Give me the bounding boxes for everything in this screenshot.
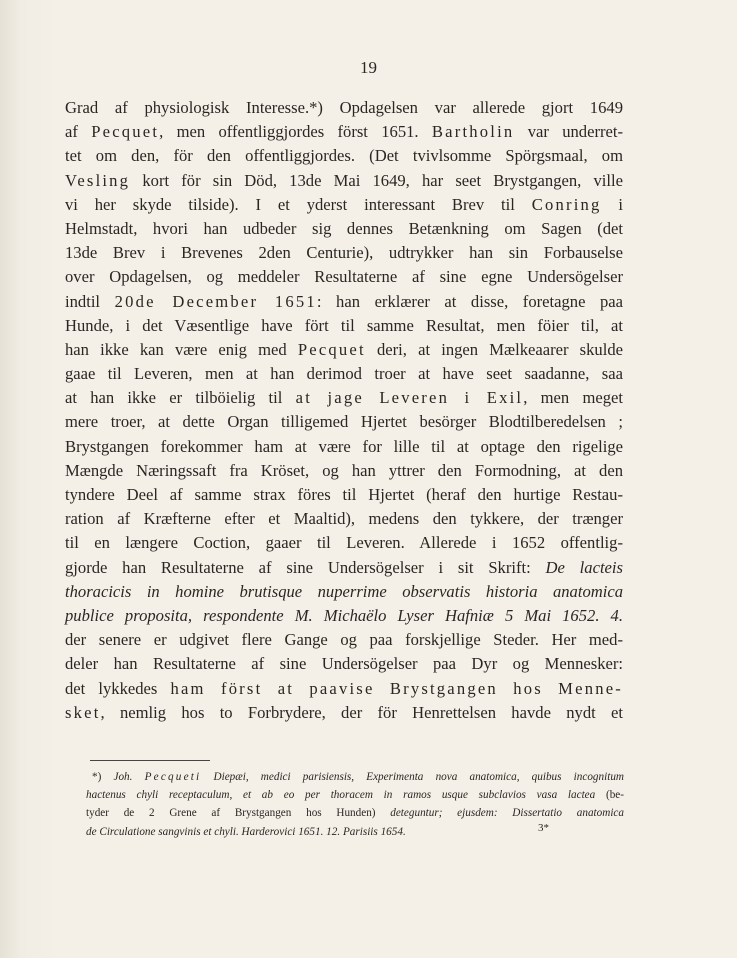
- text-line-segment: Mængde Næringssaft fra Kröset, og han yttrer den Formodning, at den: [65, 460, 623, 480]
- text-line-segment: 20de December 1651: [114, 291, 317, 311]
- text-line-segment: indtil: [65, 291, 115, 311]
- page-number: 19: [360, 58, 377, 77]
- footnote-line-segment: Pecqueti: [144, 771, 202, 783]
- footnote-line: [86, 804, 624, 822]
- text-line-segment: gjorde han Resultaterne af sine Undersögelser i sit Skrift:: [65, 557, 546, 577]
- footnote-line-segment: *): [92, 771, 114, 783]
- text-line-segment: , nemlig hos to Forbrydere, der för Henrettelsen havde nydt et: [100, 702, 623, 722]
- footnote-line: [92, 768, 624, 786]
- text-line: [65, 386, 623, 410]
- text-line-segment: Vesling: [65, 170, 131, 190]
- text-line-segment: var underret-: [514, 122, 624, 142]
- text-line-segment: han ikke kan være enig med: [65, 339, 298, 359]
- footnote-line-segment: de Circulatione sangvinis et chyli. Harderovici 1651. 12. Parisiis 1654.: [86, 825, 406, 838]
- text-line: [65, 338, 623, 362]
- text-line: [65, 120, 623, 144]
- text-line: [65, 241, 623, 265]
- text-line: [65, 483, 623, 507]
- text-line: [65, 410, 623, 434]
- text-line-segment: Pecquet: [297, 339, 366, 359]
- text-line-segment: deri, at ingen Mælkeaarer skulde: [365, 339, 623, 359]
- text-line-segment: Helmstadt, hvori han udbeder sig dennes Betænkning om Sagen (det: [65, 218, 623, 238]
- text-line: [65, 677, 623, 701]
- text-line: [65, 290, 623, 314]
- text-line: [65, 556, 623, 580]
- text-line-segment: Conring: [531, 194, 602, 214]
- text-line: [65, 217, 623, 241]
- text-line: [65, 314, 623, 338]
- text-line: [65, 435, 623, 459]
- text-line: [65, 169, 623, 193]
- text-line-segment: gaae til Leveren, men at han derimod troer at have seet saadanne, saa: [65, 364, 623, 384]
- text-line-segment: publice proposita, respondente M. Michaëlo Lyser Hafniæ 5 Mai 1652. 4.: [65, 605, 623, 625]
- text-line-segment: at han ikke er tilböielig til: [65, 388, 296, 408]
- text-line-segment: at jage Leveren i Exil: [295, 388, 524, 408]
- footnote-line-segment: Joh.: [113, 771, 145, 783]
- footnote-line-segment: Diepæi, medici parisiensis, Experimenta nova anatomica, quibus incognitum: [201, 771, 625, 783]
- text-line: [65, 362, 623, 386]
- text-line: [65, 628, 623, 652]
- footnote-line-segment: deteguntur; ejusdem: Dissertatio anatomica: [390, 807, 624, 820]
- text-line: [65, 96, 623, 120]
- text-line-segment: mere troer, at dette Organ tilligemed Hjertet besörger Blodtilberedelsen ;: [65, 412, 623, 432]
- footnote-line-segment: tyder de 2 Grene af Brystgangen hos Hunden): [86, 807, 391, 820]
- text-line: [65, 193, 623, 217]
- text-line-segment: ham först at paavise Brystgangen hos Menne-: [170, 678, 623, 698]
- body-text: [65, 96, 623, 725]
- text-line-segment: tyndere Deel af samme strax föres til Hjertet (heraf den hurtige Restau-: [65, 485, 623, 504]
- text-line: [65, 701, 623, 725]
- footnote-rule: [90, 760, 210, 761]
- text-line-segment: De lacteis: [545, 557, 623, 577]
- text-line-segment: Pecquet: [91, 122, 160, 142]
- text-line: [65, 265, 623, 289]
- footnote-line-segment: (be-: [595, 789, 624, 802]
- text-line-segment: , men offentliggjordes först 1651.: [159, 122, 432, 142]
- text-line-segment: kort för sin Död, 13de Mai 1649, har seet Brystgangen, ville: [130, 170, 623, 190]
- text-line-segment: , men meget: [523, 388, 623, 408]
- text-line-segment: over Opdagelsen, og meddeler Resultaterne af sine egne Undersögelser: [65, 267, 623, 287]
- text-line: [65, 604, 623, 628]
- text-line-segment: af: [65, 122, 92, 142]
- text-line-segment: Grad af physiologisk Interesse.*) Opdagelsen var allerede gjort 1649: [65, 98, 623, 117]
- text-line-segment: i: [601, 194, 623, 214]
- text-line-segment: Bartholin: [431, 122, 515, 142]
- text-line-segment: tet om den, för den offentliggjordes. (Det tvivlsomme Spörgsmaal, om: [65, 146, 623, 166]
- text-line: [65, 652, 623, 676]
- text-line-segment: Brystgangen forekommer ham at være for lille til at optage den rigelige: [65, 436, 623, 456]
- signature-mark: 3*: [538, 822, 549, 834]
- footnote-line-segment: hactenus chyli receptaculum, et ab eo per thoracem in ramos usque subclavios vasa lactea: [86, 789, 596, 802]
- text-line-segment: : han erklærer at disse, foretagne paa: [316, 291, 624, 311]
- text-line-segment: til en længere Coction, gaaer til Leveren. Allerede i 1652 offentlig-: [65, 533, 623, 553]
- text-line: [65, 531, 623, 555]
- text-line: [65, 144, 623, 168]
- footnote-line: [86, 786, 624, 804]
- text-line-segment: Hunde, i det Væsentlige have fört til samme Resultat, men föier til, at: [65, 315, 623, 335]
- text-line-segment: der senere er udgivet flere Gange og paa forskjellige Steder. Her med-: [65, 630, 623, 650]
- text-line: [65, 507, 623, 531]
- text-line-segment: ration af Kræfterne efter et Maaltid), medens den tykkere, der trænger: [65, 509, 623, 529]
- text-line-segment: thoracicis in homine brutisque nuperrime observatis historia anatomica: [65, 581, 623, 601]
- text-line: [65, 459, 623, 483]
- text-line-segment: sket: [65, 702, 101, 722]
- text-line-segment: det lykkedes: [65, 678, 171, 698]
- text-line-segment: 13de Brev i Brevenes 2den Centurie), udtrykker han sin Forbauselse: [65, 243, 623, 263]
- text-line-segment: vi her skyde tilside). I et yderst interessant Brev til: [65, 194, 532, 214]
- text-line: [65, 580, 623, 604]
- text-line-segment: deler han Resultaterne af sine Undersögelser paa Dyr og Mennesker:: [65, 654, 623, 674]
